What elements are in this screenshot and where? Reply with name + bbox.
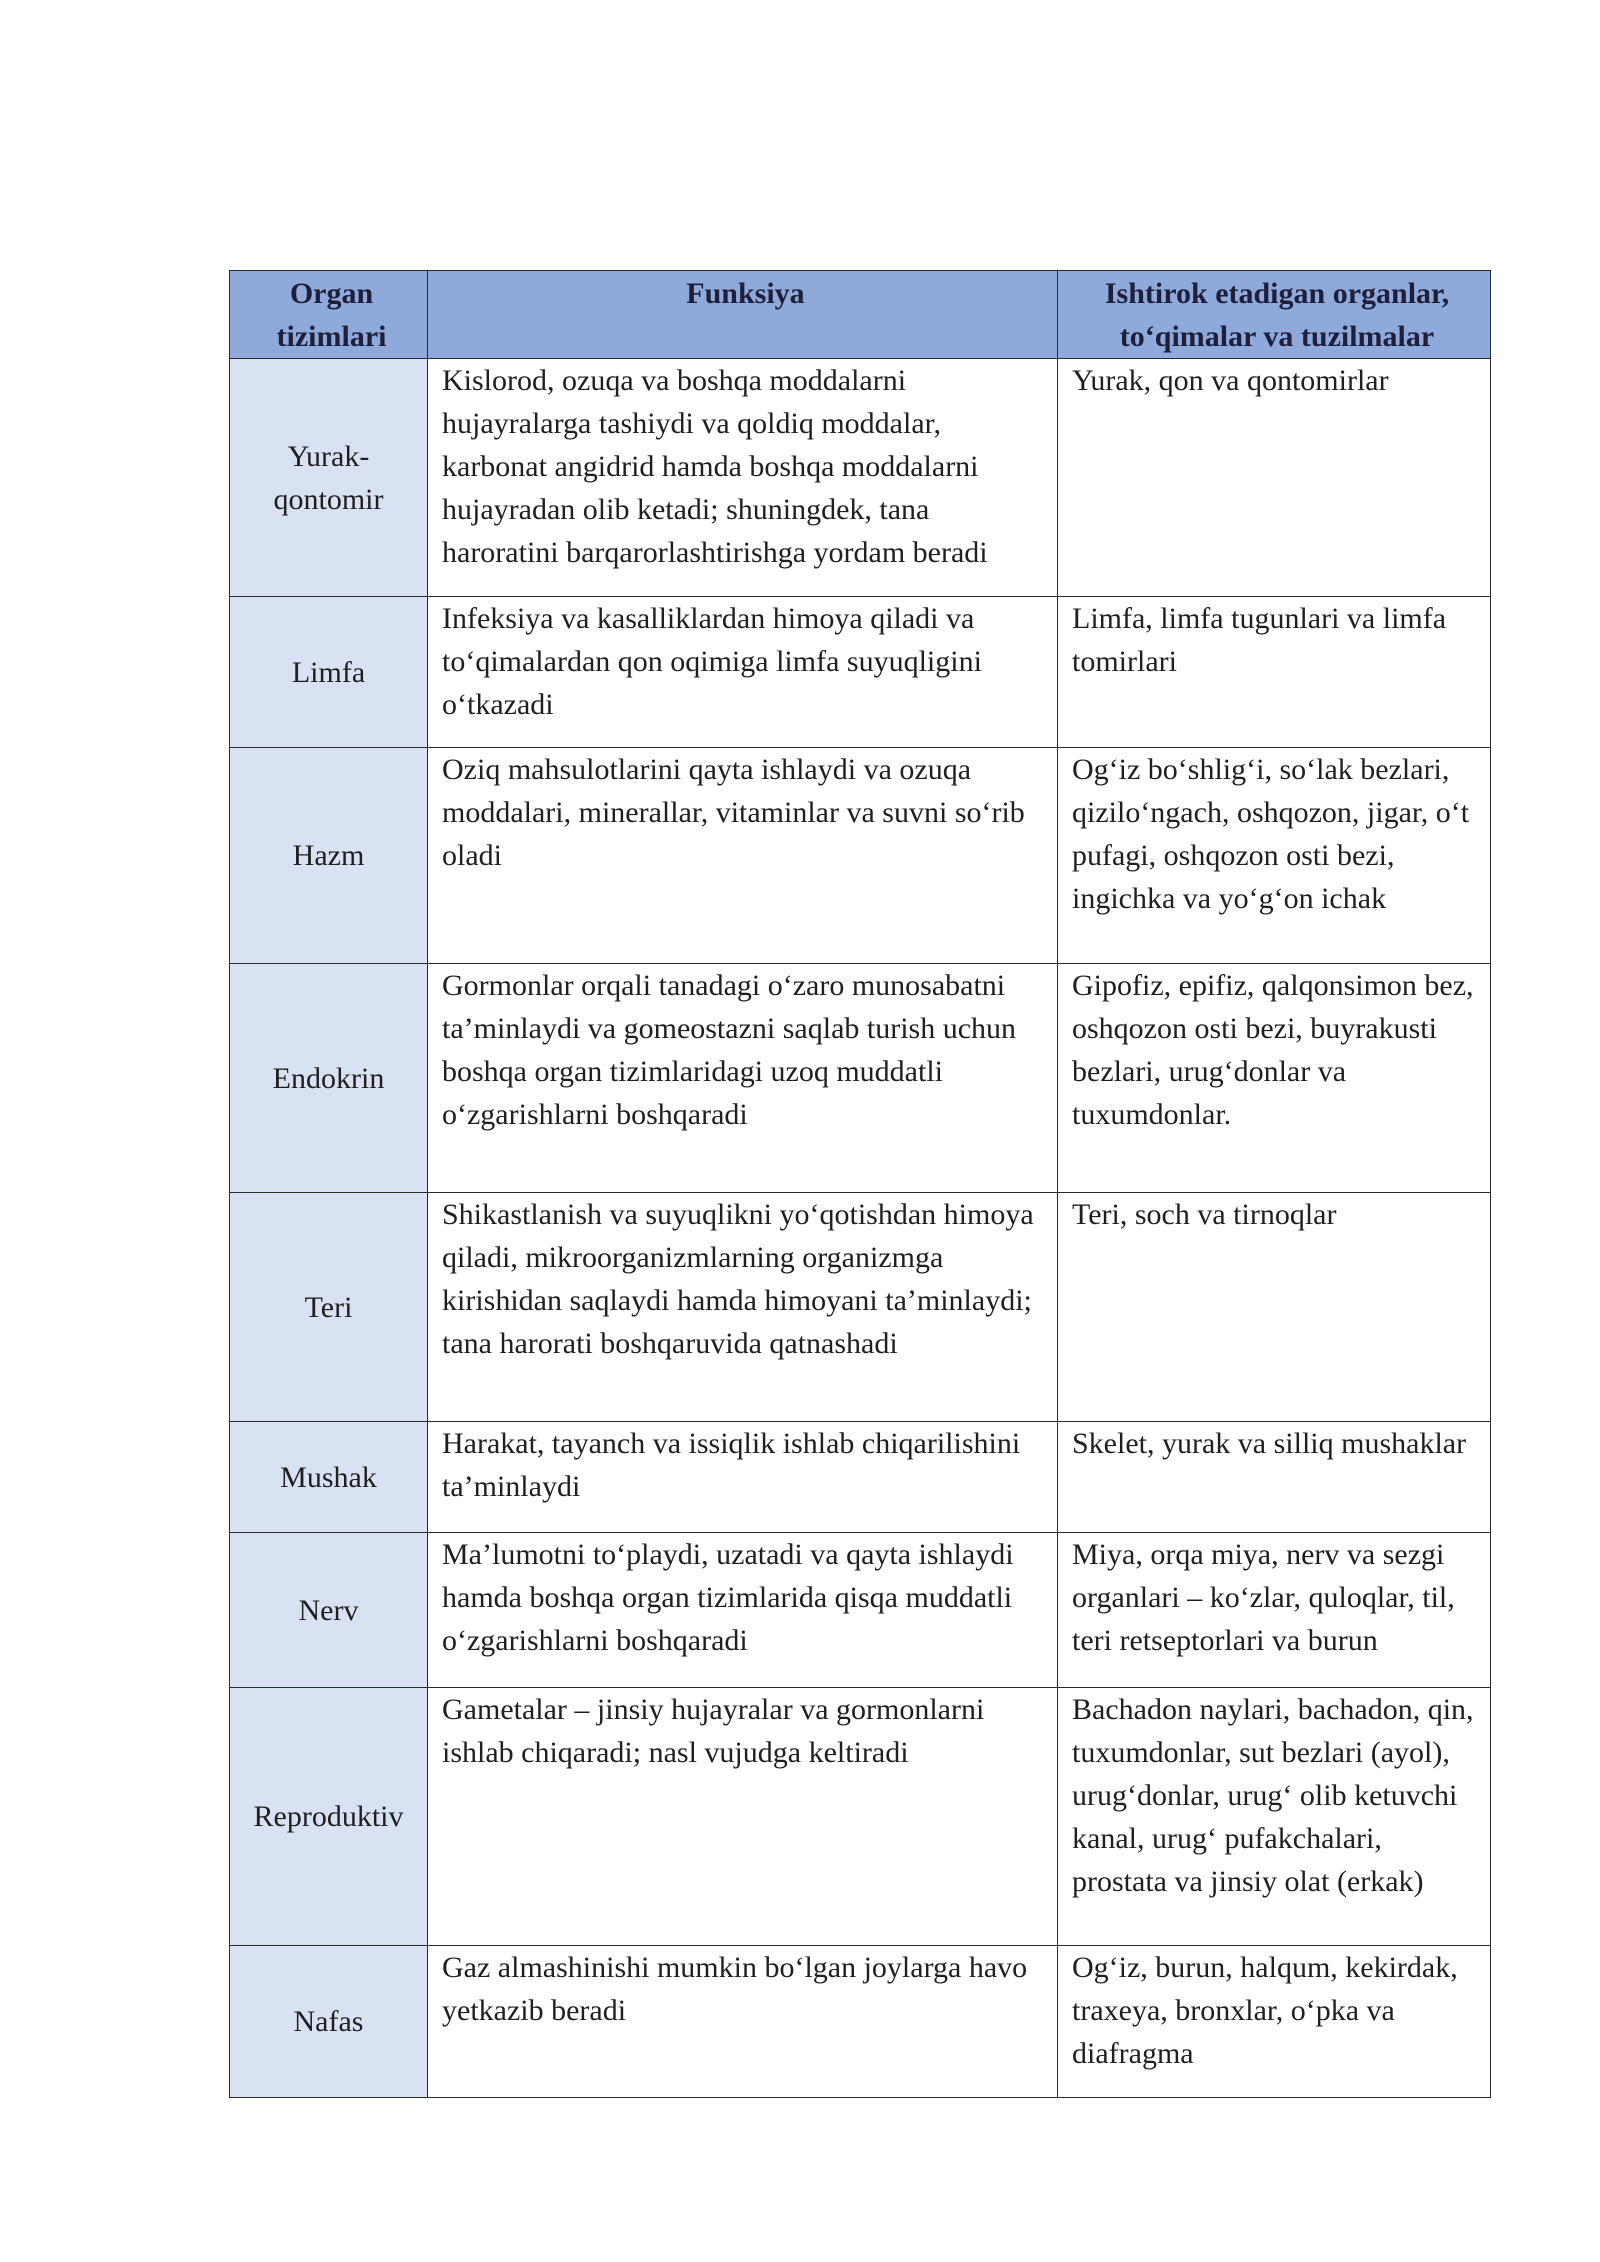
organs-cell: Bachadon naylari, bachadon, qin, tuxumdonlar, sut bezlari (ayol), urug‘donlar, urug‘ olib ketuvchi kanal, urug‘ pufakchalari, prostata va jinsiy olat (erkak)	[1058, 1688, 1491, 1946]
function-cell: Oziq mahsulotlarini qayta ishlaydi va ozuqa moddalari, minerallar, vitaminlar va suvni so‘rib oladi	[428, 748, 1058, 964]
table-row	[230, 748, 1491, 964]
system-name-cell: Yurak-qontomir	[230, 359, 428, 597]
organs-cell: Skelet, yurak va silliq mushaklar	[1058, 1422, 1491, 1533]
function-cell: Ma’lumotni to‘playdi, uzatadi va qayta ishlaydi hamda boshqa organ tizimlarida qisqa muddatli o‘zgarishlarni boshqaradi	[428, 1533, 1058, 1688]
table-row	[230, 597, 1491, 748]
system-name-cell: Hazm	[230, 748, 428, 964]
function-cell: Gaz almashinishi mumkin bo‘lgan joylarga havo yetkazib beradi	[428, 1946, 1058, 2098]
table-row	[230, 1946, 1491, 2098]
system-name-cell: Nafas	[230, 1946, 428, 2098]
system-name-cell: Mushak	[230, 1422, 428, 1533]
system-name-cell: Reproduktiv	[230, 1688, 428, 1946]
organ-systems-table	[229, 270, 1491, 2098]
organs-cell: Og‘iz bo‘shlig‘i, so‘lak bezlari, qizilo‘ngach, oshqozon, jigar, o‘t pufagi, oshqozon osti bezi, ingichka va yo‘g‘on ichak	[1058, 748, 1491, 964]
header-row	[230, 271, 1491, 359]
table-row	[230, 359, 1491, 597]
header-function: Funksiya	[428, 271, 1058, 359]
system-name-cell: Nerv	[230, 1533, 428, 1688]
function-cell: Harakat, tayanch va issiqlik ishlab chiqarilishini ta’minlaydi	[428, 1422, 1058, 1533]
organs-cell: Gipofiz, epifiz, qalqonsimon bez, oshqozon osti bezi, buyrakusti bezlari, urug‘donlar va tuxumdonlar.	[1058, 964, 1491, 1193]
function-cell: Gametalar – jinsiy hujayralar va gormonlarni ishlab chiqaradi; nasl vujudga keltiradi	[428, 1688, 1058, 1946]
table-body	[230, 359, 1491, 2098]
organs-cell: Yurak, qon va qontomirlar	[1058, 359, 1491, 597]
organs-cell: Og‘iz, burun, halqum, kekirdak, traxeya, bronxlar, o‘pka va diafragma	[1058, 1946, 1491, 2098]
table-row	[230, 1422, 1491, 1533]
header-organs: Ishtirok etadigan organlar, to‘qimalar va tuzilmalar	[1058, 271, 1491, 359]
table-row	[230, 1533, 1491, 1688]
function-cell: Kislorod, ozuqa va boshqa moddalarni hujayralarga tashiydi va qoldiq moddalar, karbonat angidrid hamda boshqa moddalarni hujayradan olib ketadi; shuningdek, tana haroratini barqarorlashtirishga yordam beradi	[428, 359, 1058, 597]
system-name-cell: Teri	[230, 1193, 428, 1422]
table-row	[230, 1688, 1491, 1946]
function-cell: Gormonlar orqali tanadagi o‘zaro munosabatni ta’minlaydi va gomeostazni saqlab turish uchun boshqa organ tizimlaridagi uzoq muddatli o‘zgarishlarni boshqaradi	[428, 964, 1058, 1193]
system-name-cell: Limfa	[230, 597, 428, 748]
table-row	[230, 964, 1491, 1193]
organs-cell: Limfa, limfa tugunlari va limfa tomirlari	[1058, 597, 1491, 748]
table-header	[230, 271, 1491, 359]
header-organ-systems: Organ tizimlari	[230, 271, 428, 359]
table-row	[230, 1193, 1491, 1422]
organs-cell: Teri, soch va tirnoqlar	[1058, 1193, 1491, 1422]
organs-cell: Miya, orqa miya, nerv va sezgi organlari – ko‘zlar, quloqlar, til, teri retseptorlari va burun	[1058, 1533, 1491, 1688]
function-cell: Infeksiya va kasalliklardan himoya qiladi va to‘qimalardan qon oqimiga limfa suyuqligini o‘tkazadi	[428, 597, 1058, 748]
system-name-cell: Endokrin	[230, 964, 428, 1193]
function-cell: Shikastlanish va suyuqlikni yo‘qotishdan himoya qiladi, mikroorganizmlarning organizmga kirishidan saqlaydi hamda himoyani ta’minlaydi; tana harorati boshqaruvida qatnashadi	[428, 1193, 1058, 1422]
